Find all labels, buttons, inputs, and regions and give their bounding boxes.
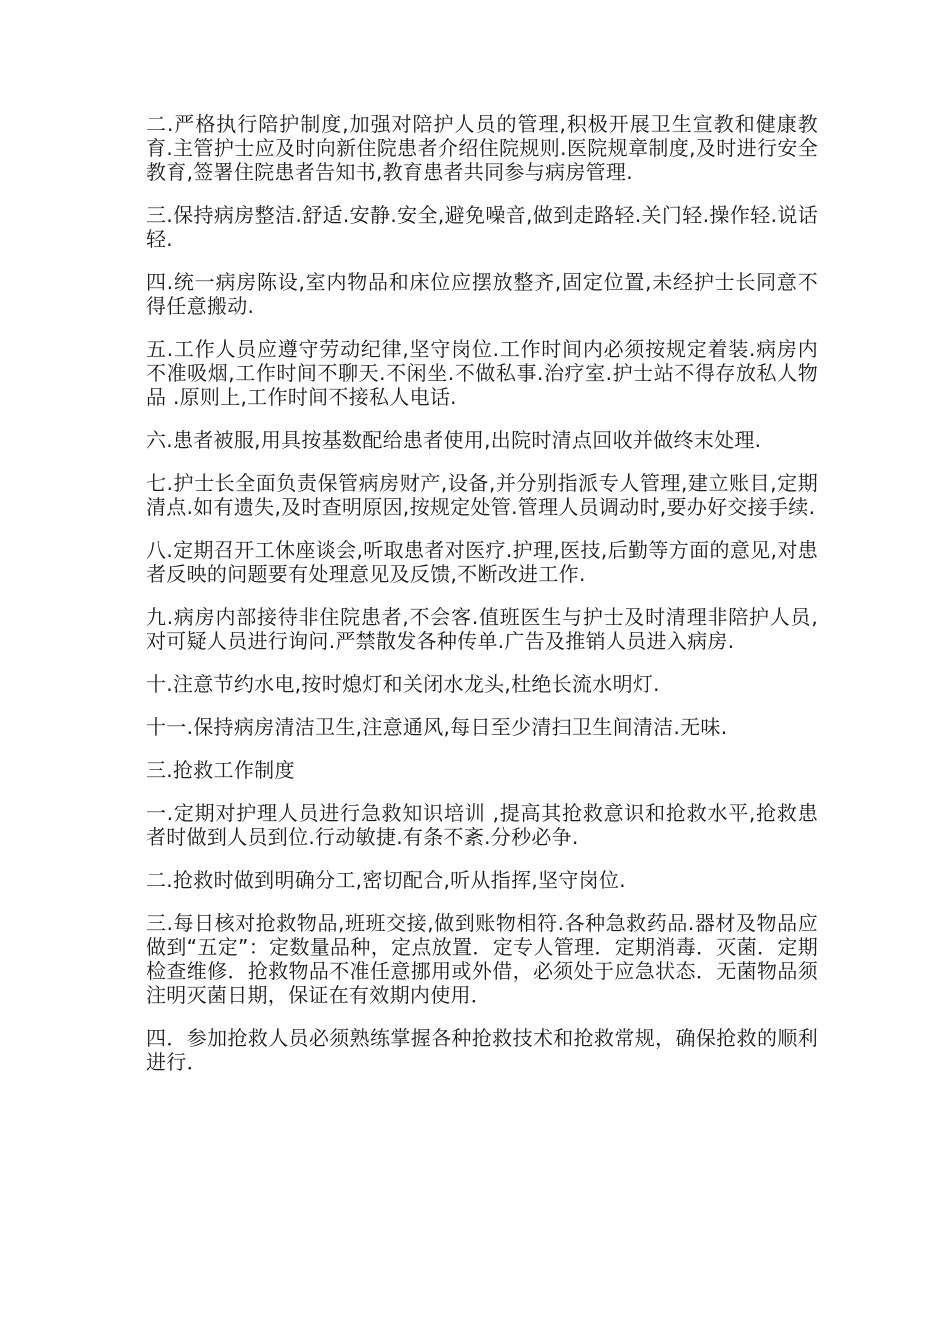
paragraph-rescue-skills: 四．参加抢救人员必须熟练掌握各种抢救技术和抢救常规，确保抢救的顺利进行．: [146, 1026, 818, 1074]
paragraph-ward-furnishing: 四.统一病房陈设,室内物品和床位应摆放整齐,固定位置,未经护士长同意不得任意搬动.: [146, 270, 818, 318]
paragraph-cleanliness: 十一.保持病房清洁卫生,注意通风,每日至少清扫卫生间清洁.无味.: [146, 715, 728, 739]
paragraph-save-utilities: 十.注意节约水电,按时熄灯和关闭水龙头,杜绝长流水明灯.: [146, 672, 660, 696]
paragraph-staff-discipline: 五.工作人员应遵守劳动纪律,坚守岗位.工作时间内必须按规定着装.病房内不准吸烟,工作时间不聊天.不闲坐.不做私事.治疗室.护士站不得存放私人物品 .原则上,工作时间不接私人电话.: [146, 337, 818, 409]
paragraph-ward-quiet: 三.保持病房整洁.舒适.安静.安全,避免噪音,做到走路轻.关门轻.操作轻.说话轻.: [146, 203, 818, 251]
paragraph-rescue-supplies: 三.每日核对抢救物品,班班交接,做到账物相符.各种急救药品.器材及物品应做到“五定”：定数量品种，定点放置．定专人管理．定期消毒．灭菌．定期检查维修．抢救物品不准任意挪用或外借，必须处于应急状态．无菌物品须注明灭菌日期，保证在有效期内使用．: [146, 911, 818, 1007]
paragraph-visitors: 九.病房内部接待非住院患者,不会客.值班医生与护士及时清理非陪护人员,对可疑人员进行询问.严禁散发各种传单.广告及推销人员进入病房.: [146, 605, 818, 653]
paragraph-bedding: 六.患者被服,用具按基数配给患者使用,出院时清点回收并做终末处理.: [146, 428, 762, 452]
paragraph-property-management: 七.护士长全面负责保管病房财产,设备,并分别指派专人管理,建立账目,定期清点.如有遗失,及时查明原因,按规定处管.管理人员调动时,要办好交接手续.: [146, 471, 818, 519]
paragraph-escort-system: 二.严格执行陪护制度,加强对陪护人员的管理,积极开展卫生宣教和健康教育.主管护士应及时向新住院患者介绍住院规则.医院规章制度,及时进行安全教育,签署住院患者告知书,教育患者共同参与病房管理.: [146, 112, 818, 184]
paragraph-patient-forum: 八.定期召开工休座谈会,听取患者对医疗.护理,医技,后勤等方面的意见,对患者反映的问题要有处理意见及反馈,不断改进工作.: [146, 538, 818, 586]
paragraph-rescue-training: 一.定期对护理人员进行急救知识培训 ,提高其抢救意识和抢救水平,抢救患者时做到人员到位.行动敏捷.有条不紊.分秒必争.: [146, 801, 818, 849]
section-heading-rescue: 三.抢救工作制度: [146, 758, 295, 782]
paragraph-rescue-cooperation: 二.抢救时做到明确分工,密切配合,听从指挥,坚守岗位.: [146, 868, 626, 892]
document-page: [146, 112, 818, 1093]
